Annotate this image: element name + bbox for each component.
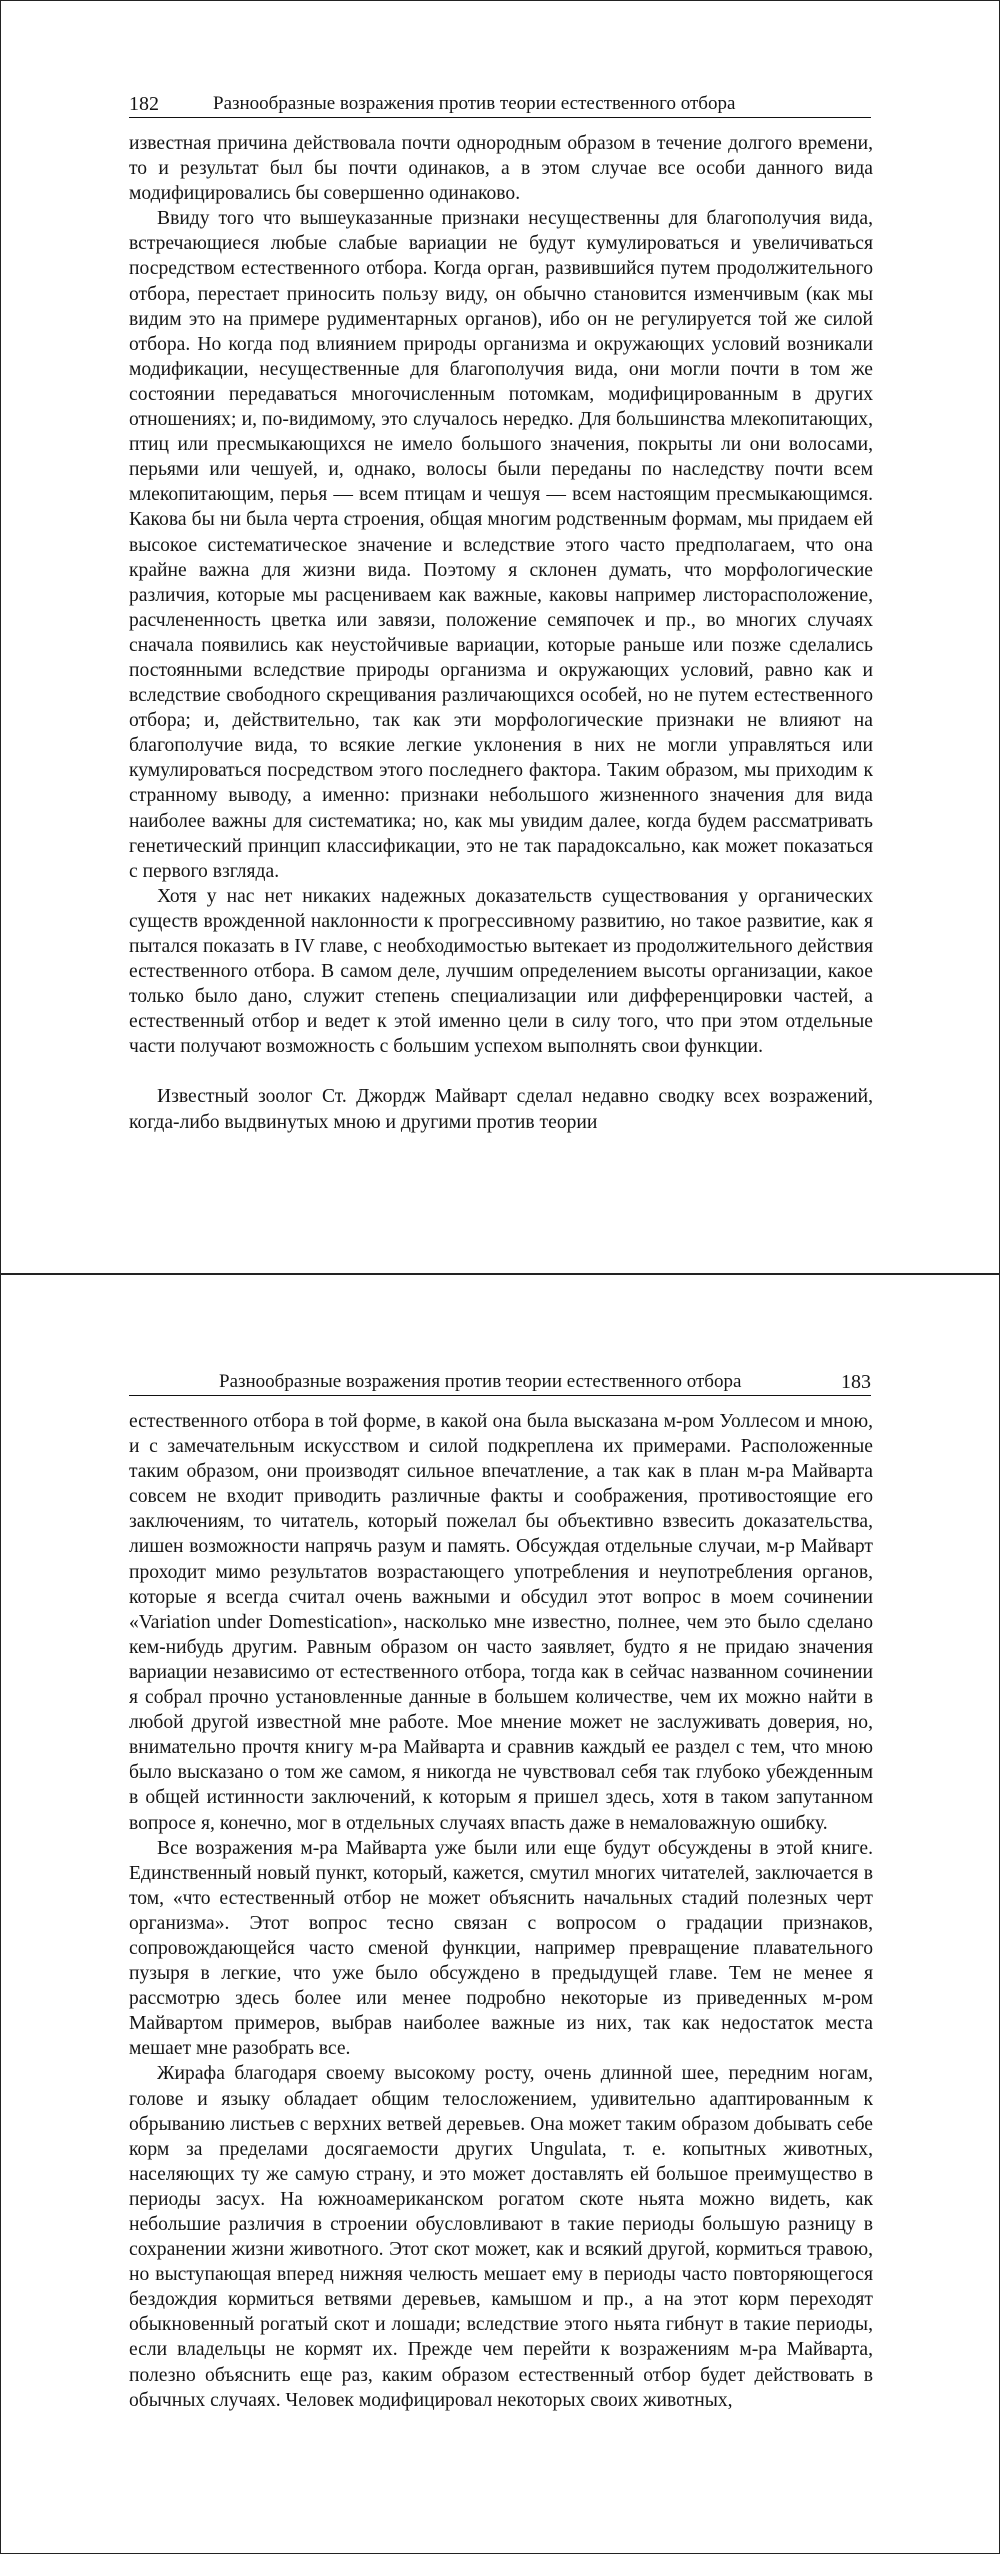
running-head [129, 91, 871, 118]
page-number: 183 [841, 1371, 871, 1393]
page-number: 182 [129, 93, 159, 115]
running-title: Разнообразные возражения против теории естественного отбора [213, 93, 736, 114]
page-182 [0, 0, 1000, 1274]
paragraph: Хотя у нас нет никаких надежных доказательств существования у органических существ врожденной наклонности к прогрессивному развитию, но такое развитие, как я пытался показать в IV главе, с необходимостью вытекает из продолжительного действия естественного отбора. В самом деле, лучшим определением высоты организации, какое только было дано, служит степень специализации или дифференцировки частей, а естественный отбор и ведет к этой именно цели в силу того, что при этом отдельные части получают возможность с большим успехом выполнять свои функции. [129, 885, 873, 1058]
paragraph: Все возражения м-ра Майварта уже были или еще будут обсуждены в этой книге. Единственный новый пункт, который, кажется, смутил многих читателей, заключается в том, «что естественный отбор не может объяснить начальных стадий полезных черт организма». Этот вопрос тесно связан с вопросом о градации признаков, сопровождающейся часто сменой функции, например превращение плавательного пузыря в легкие, что уже было обсуждено в предыдущей главе. Тем не менее я рассмотрю здесь более или менее подробно некоторые из приведенных м-ром Майвартом примеров, выбрав наиболее важные из них, так как недостаток места мешает мне разобрать все. [129, 1837, 873, 2060]
body-text [129, 131, 873, 1135]
running-head [129, 1369, 871, 1396]
paragraph: Жирафа благодаря своему высокому росту, очень длинной шее, передним ногам, голове и языку обладает общим телосложением, удивительно адаптированным к обрыванию листьев с верхних ветвей деревьев. Она может таким образом добывать себе корм за пределами досягаемости других Ungulata, т. е. копытных животных, населяющих ту же самую страну, и это может доставлять ей большое преимущество в периоды засух. На южноамериканском рогатом скоте ньята можно видеть, как небольшие различия в строении обусловливают в такие периоды большую разницу в сохранении жизни животного. Этот скот может, как и всякий другой, кормиться травою, но выступающая вперед нижняя челюсть мешает ему в периоды часто повторяющегося бездождия кормиться ветвями деревьев, камышом и пр., а на этот корм переходят обыкновенный рогатый скот и лошади; вследствие этого ньята гибнут в такие периоды, если владельцы не кормят их. Прежде чем перейти к возражениям м-ра Майварта, полезно объяснить еще раз, каким образом естественный отбор будет действовать в обычных случаях. Человек модифицировал некоторых своих животных, [129, 2063, 873, 2411]
page-183 [0, 1274, 1000, 2554]
paragraph: Ввиду того что вышеуказанные признаки несущественны для благополучия вида, встречающиеся любые слабые вариации не будут кумулироваться и увеличиваться посредством естественного отбора. Когда орган, развившийся путем продолжительного отбора, перестает приносить пользу виду, он обычно становится изменчивым (как мы видим это на примере рудиментарных органов), ибо он не регулируется той же силой отбора. Но когда под влиянием природы организма и окружающих условий возникали модификации, несущественные для благополучия вида, они могли почти в том же состоянии передаваться многочисленным потомкам, модифицированным в других отношениях; и, по-видимому, это случалось нередко. Для большинства млекопитающих, птиц или пресмыкающихся не имело большого значения, покрыты ли они волосами, перьями или чешуей, и, однако, волосы были переданы по наследству почти всем млекопитающим, перья — всем птицам и чешуя — всем настоящим пресмыкающимся. Какова бы ни была черта строения, общая многим родственным формам, мы придаем ей высокое систематическое значение и вследствие этого часто предполагаем, что она крайне важна для жизни вида. Поэтому я склонен думать, что морфологические различия, которые мы расцениваем как важные, каковы например листорасположение, расчлененность цветка или завязи, положение семяпочек и пр., во многих случаях сначала появились как неустойчивые вариации, которые раньше или позже сделались постоянными вследствие природы организма и окружающих условий, равно как и вследствие свободного скрещивания различающихся особей, но не путем естественного отбора; и, действительно, так как эти морфологические признаки не влияют на благополучие вида, то всякие легкие уклонения в них не могли управляться или кумулироваться посредством этого последнего фактора. Таким образом, мы приходим к странному выводу, а именно: признаки небольшого жизненного значения для вида наиболее важны для систематика; но, как мы увидим далее, когда будем рассматривать генетический принцип классификации, это не так парадоксально, как может показаться с первого взгляда. [129, 208, 873, 882]
body-text [129, 1409, 873, 2413]
paragraph: естественного отбора в той форме, в какой она была высказана м-ром Уоллесом и мною, и с замечательным искусством и силой подкреплена их примерами. Расположенные таким образом, они производят сильное впечатление, а так как в план м-ра Майварта совсем не входит приводить различные факты и соображения, противостоящие его заключениям, то читатель, который пожелал бы объективно взвесить доказательства, лишен возможности напрячь разум и память. Обсуждая отдельные случаи, м-р Майварт проходит мимо результатов возрастающего употребления и неупотребления органов, которые я всегда считал очень важными и обсудил этот вопрос в моем сочинении «Variation under Domestication», насколько мне известно, полнее, чем это было сделано кем-нибудь другим. Равным образом он часто заявляет, будто я не придаю значения вариации независимо от естественного отбора, тогда как в сейчас названном сочинении я собрал прочно установленные данные в большем количестве, чем их можно найти в любой другой известной мне работе. Мое мнение может не заслуживать доверия, но, внимательно прочтя книгу м-ра Майварта и сравнив каждый ее раздел с тем, что мною было высказано о том же самом, я никогда не чувствовал себя так глубоко убежденным в общей истинности заключений, к которым я пришел здесь, хотя в таком запутанном вопросе я, конечно, мог в отдельных случаях впасть даже в немаловажную ошибку. [129, 1411, 873, 1834]
paragraph: известная причина действовала почти однородным образом в течение долгого времени, то и результат был бы почти одинаков, а в этом случае все особи данного вида модифицировались бы совершенно одинаково. [129, 133, 873, 205]
paragraph: Известный зоолог Ст. Джордж Майварт сделал недавно сводку всех возражений, когда-либо выдвинутых мною и другими против теории [129, 1086, 873, 1133]
running-title: Разнообразные возражения против теории естественного отбора [219, 1371, 742, 1392]
